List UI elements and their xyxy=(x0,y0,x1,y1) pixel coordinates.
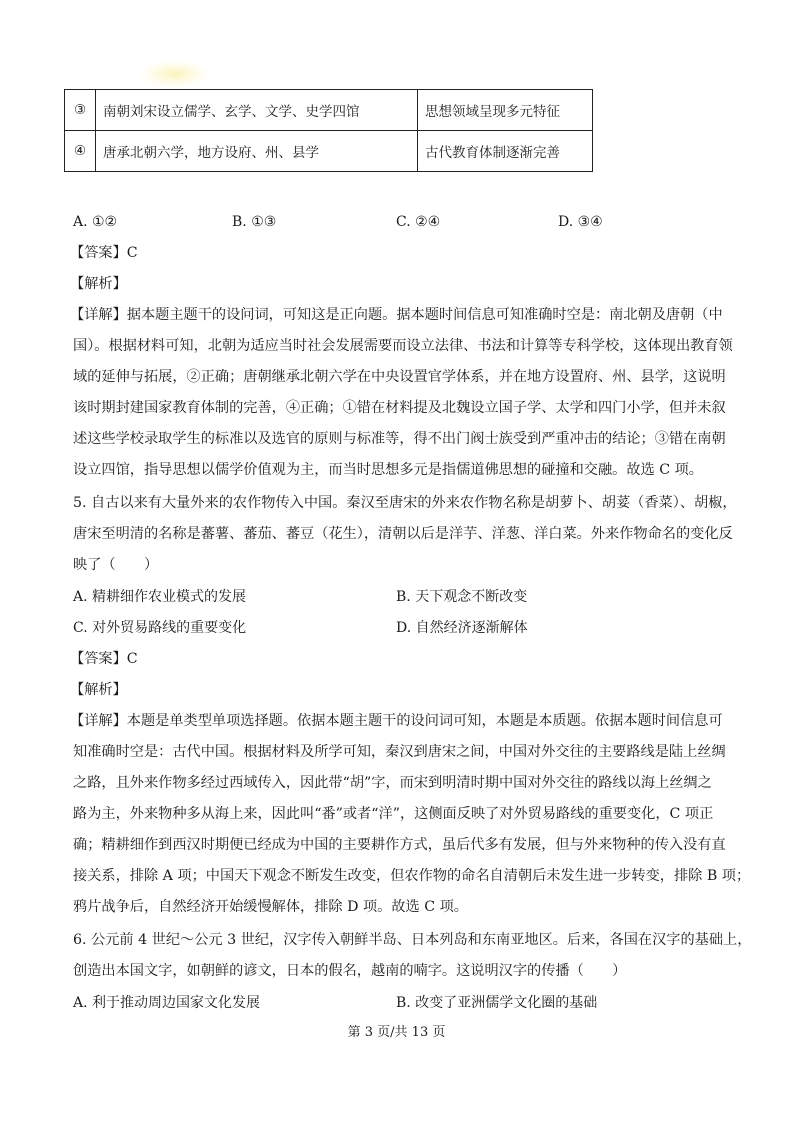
q5-choice-c: C. 对外贸易路线的重要变化 xyxy=(73,620,247,636)
q4-choice-d: D. ③④ xyxy=(558,214,603,230)
row-number: ③ xyxy=(65,90,96,131)
q5-stem-line: 5. 自古以来有大量外来的农作物传入中国。秦汉至唐宋的外来农作物名称是胡萝卜、胡荽（香菜）、胡椒， xyxy=(73,495,737,511)
q4-detail-line: 设立四馆，指导思想以儒学价值观为主，而当时思想多元是指儒道佛思想的碰撞和交融。故选 C 项。 xyxy=(73,462,703,478)
q5-detail-line: 之路，且外来作物多经过西域传入，因此带“胡”字，而宋到明清时期中国对外交往的路线以海上丝绸之 xyxy=(73,775,712,791)
table-row xyxy=(65,90,593,131)
q4-detail-line: 域的延伸与拓展，②正确；唐朝继承北朝六学在中央设置官学体系，并在地方设置府、州、县学，这说明 xyxy=(73,369,726,385)
scan-smudge xyxy=(140,60,210,88)
q5-detail-line: 确；精耕细作到西汉时期便已经成为中国的主要耕作方式，虽后代多有发展，但与外来物种的传入没有直 xyxy=(73,837,726,853)
q4-detail-line: 国）。根据材料可知，北朝为适应当时社会发展需要而设立法律、书法和计算等专科学校，这体现出教育领 xyxy=(73,338,733,354)
q5-choice-d: D. 自然经济逐渐解体 xyxy=(396,620,528,636)
q5-stem-line: 唐宋至明清的名称是蕃薯、蕃茄、蕃豆（花生），清朝以后是洋芋、洋葱、洋白菜。外来作物命名的变化反 xyxy=(73,526,733,542)
q5-detail-line: 鸦片战争后，自然经济开始缓慢解体，排除 D 项。故选 C 项。 xyxy=(73,899,468,915)
q4-detail-line: 述这些学校录取学生的标准以及选官的原则与标准等，得不出门阀士族受到严重冲击的结论；③错在南朝 xyxy=(73,431,726,447)
options-table xyxy=(64,89,593,172)
q5-detail-line: 【详解】本题是单类型单项选择题。依据本题主题干的设问词可知，本题是本质题。依据本题时间信息可 xyxy=(70,713,723,729)
q5-stem-line: 映了（ ） xyxy=(73,557,159,573)
row-content: 南朝刘宋设立儒学、玄学、文学、史学四馆 xyxy=(96,90,418,131)
row-number: ④ xyxy=(65,131,96,172)
q4-detail-line: 该时期封建国家教育体制的完善，④正确；①错在材料提及北魏设立国子学、太学和四门小学，但并未叙 xyxy=(73,400,726,416)
q4-analysis-heading: 【解析】 xyxy=(70,276,127,292)
page-footer: 第 3 页/共 13 页 xyxy=(347,1025,446,1040)
row-meaning: 思想领域呈现多元特征 xyxy=(418,90,593,131)
q5-answer: 【答案】C xyxy=(70,651,138,667)
q6-choice-b: B. 改变了亚洲儒学文化圈的基础 xyxy=(396,995,598,1011)
q5-detail-line: 路为主，外来物种多从海上来，因此叫“番”或者“洋”，这侧面反映了对外贸易路线的重要变化，C 项正 xyxy=(73,806,714,822)
q6-stem-line: 6. 公元前 4 世纪～公元 3 世纪，汉字传入朝鲜半岛、日本列岛和东南亚地区。后来，各国在汉字的基础上， xyxy=(73,932,752,948)
q4-answer: 【答案】C xyxy=(70,245,138,261)
q5-detail-line: 知准确时空是：古代中国。根据材料及所学可知，秦汉到唐宋之间，中国对外交往的主要路线是陆上丝绸 xyxy=(73,744,726,760)
q4-detail-line: 【详解】据本题主题干的设问词，可知这是正向题。据本题时间信息可知准确时空是：南北朝及唐朝（中 xyxy=(70,307,723,323)
row-content: 唐承北朝六学，地方设府、州、县学 xyxy=(96,131,418,172)
q5-detail-line: 接关系，排除 A 项；中国天下观念不断发生改变，但农作物的命名自清朝后未发生进一步转变，排除 B 项； xyxy=(73,868,751,884)
q6-choice-a: A. 利于推动周边国家文化发展 xyxy=(73,995,261,1011)
q5-choice-a: A. 精耕细作农业模式的发展 xyxy=(73,589,247,605)
table-row xyxy=(65,131,593,172)
q6-stem-line: 创造出本国文字，如朝鲜的谚文，日本的假名，越南的喃字。这说明汉字的传播（ ） xyxy=(73,963,627,979)
row-meaning: 古代教育体制逐渐完善 xyxy=(418,131,593,172)
q4-choice-c: C. ②④ xyxy=(396,214,441,230)
q5-choice-b: B. 天下观念不断改变 xyxy=(396,589,528,605)
q5-analysis-heading: 【解析】 xyxy=(70,682,127,698)
q4-choice-a: A. ①② xyxy=(73,214,118,230)
q4-choice-b: B. ①③ xyxy=(232,214,277,230)
